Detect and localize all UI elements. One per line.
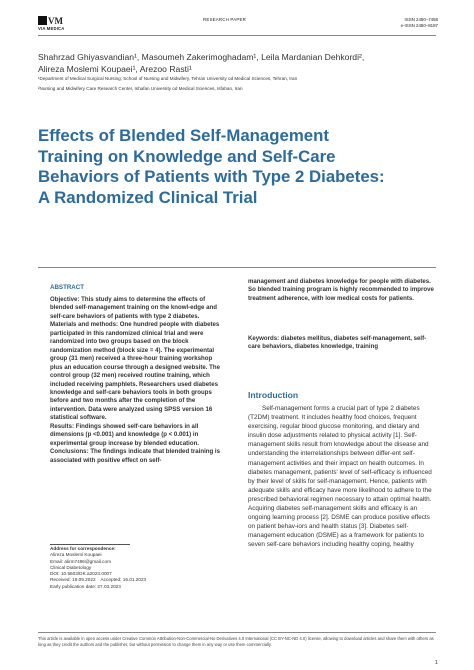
abstract-results bbox=[50, 423, 225, 448]
correspondence-email[interactable]: Email: alirm7496@gmail.com bbox=[50, 558, 112, 564]
received-accepted: Received: 19.09.2022 Accepted: 16.01.2023 bbox=[50, 577, 147, 583]
objective-text: This study aims to determine the effects of blended self-management training on the knowl-edge and self-care behaviors of patients with type 2 diabetes. bbox=[50, 296, 217, 320]
affiliation-2: ²Nursing and Midwifery Care Research Center, Ishafan University od Medical Sciences, Isfahan, Iran bbox=[38, 86, 243, 91]
abstract-heading: ABSTRACT bbox=[50, 284, 85, 291]
journal-name: Clinical Diabetology bbox=[50, 564, 92, 570]
conclusions-label: Conclusions: bbox=[50, 448, 89, 456]
introduction-text: Self-management forms a crucial part of type 2 diabetes (T2DM) treatment. It includes healthy food choices, frequent exercising, regular blood glucose monitoring, and dietary and insulin dose adjustments related to physical activity [1]. Self-management skills result from knowledge about the disease and understanding the interrelationships between differ-ent self-management activities and their impact on health outcomes. In diabetes management, patients' level of self-efficacy is influenced by their level of skills for self-management. Hence, patients with adequate skills and efficacy have more likelihood to adhere to the prescribed behavioral regimen necessary to attain optimal health. Acquiring diabetes self-management skills and efficacy is an ongoing learning process [2]. DSME can produce positive effects on patient behav-iors and health status [3]. Diabetes self-management education (DSME) as a framework for patients to seven self-care behaviors including healthy coping, healthy bbox=[248, 405, 432, 549]
results-text: Findings showed self-care behaviors in all dimensions (p <0.001) and knowledge (p < 0.001) in experimental group increase by blended education. bbox=[50, 422, 199, 447]
abstract-methods bbox=[50, 321, 225, 422]
header-rule bbox=[38, 35, 436, 36]
early-publication: Early publication date: 27.03.2023 bbox=[50, 583, 121, 589]
authors-line-2: Alireza Moslemi Koupaei¹, Arezoo Rasti¹ bbox=[38, 63, 192, 74]
article-title bbox=[38, 126, 438, 208]
abstract-continued: management and diabetes knowledge for people with diabetes. So blended training program is highly recommended to improve treatment adherence, with low medical costs for patients. bbox=[248, 278, 434, 302]
methods-label: Materials and methods: bbox=[50, 321, 119, 329]
correspondence-name: Alireza Moslemi Koupaei bbox=[50, 552, 102, 558]
affiliation-1: ¹Department of Medical Surgical Nursing, School of Nursing and Midwifery, Tehran University od Medical Sciences, Tehran, Iran bbox=[38, 76, 298, 81]
page-number: 1 bbox=[434, 660, 438, 666]
title-line-2: Training on Knowledge and Self-Care bbox=[38, 146, 336, 166]
logo-mark: VM bbox=[48, 16, 63, 26]
title-line-3: Behaviors of Patients with Type 2 Diabetes: bbox=[38, 167, 385, 186]
correspondence-label: Address for correspondence: bbox=[50, 546, 116, 551]
abstract-conclusions bbox=[50, 448, 225, 465]
abstract-objective bbox=[50, 296, 225, 321]
objective-label: Objective: bbox=[50, 296, 80, 303]
results-label: Results: bbox=[50, 422, 75, 430]
title-rule bbox=[38, 267, 436, 268]
logo-square-icon bbox=[38, 16, 47, 25]
abstract-body bbox=[50, 296, 225, 465]
keywords bbox=[248, 335, 438, 352]
license-text: This article is available in open access under Creative Common Attribution-Non-Commercial-No Derivatives 4.0 International (CC BY-NC-ND 4.0) license, allowing to download articles and share them with others as long as they credit the authors and the publisher, but without permission to change them in any way or use them commercially. bbox=[38, 636, 434, 647]
issn-block bbox=[401, 17, 438, 29]
publisher-logo bbox=[38, 16, 82, 31]
author-list bbox=[38, 52, 438, 75]
issn: ISSN 2450–7458 bbox=[404, 17, 438, 22]
article-type: RESEARCH PAPER bbox=[203, 17, 246, 22]
correspondence-rule bbox=[50, 544, 130, 545]
keywords-label: Keywords: bbox=[248, 335, 280, 342]
logo-text: VIA MEDICA bbox=[38, 26, 65, 31]
methods-text: One hundred people with diabetes participated in this randomized clinical trial and were randomized into two groups based on the block randomization method (block size = 4). The experimental group (31 men) received a three-hour training workshop plus an education course through a designed website. The control group (32 men) received routine training, which included receiving pamphlets. Researchers used diabetes knowledge and self-care behaviors tools in both groups before and two months after the completion of the intervention. Data were analyzed using SPSS version 16 statistical software. bbox=[50, 321, 220, 422]
introduction-heading: Introduction bbox=[248, 390, 299, 400]
doi[interactable]: DOI: 10.5603/DK.a2023.0007 bbox=[50, 571, 112, 577]
conclusions-text: The findings indicate that blended training is associated with positive effect on self- bbox=[50, 448, 220, 464]
title-line-1: Effects of Blended Self-Management bbox=[38, 126, 329, 145]
footer-rule bbox=[38, 632, 436, 633]
eissn: e-ISSN 2450–8187 bbox=[400, 23, 438, 29]
keywords-text: diabetes mellitus, diabetes self-management, self-care behaviors, diabetes knowledge, training bbox=[248, 335, 427, 351]
authors-line-1: Shahrzad Ghiyasvandian¹, Masoumeh Zakerimoghadam¹, Leila Mardanian Dehkordi², bbox=[38, 52, 365, 62]
title-line-4: A Randomized Clinical Trial bbox=[38, 187, 258, 207]
correspondence-block bbox=[50, 546, 225, 590]
